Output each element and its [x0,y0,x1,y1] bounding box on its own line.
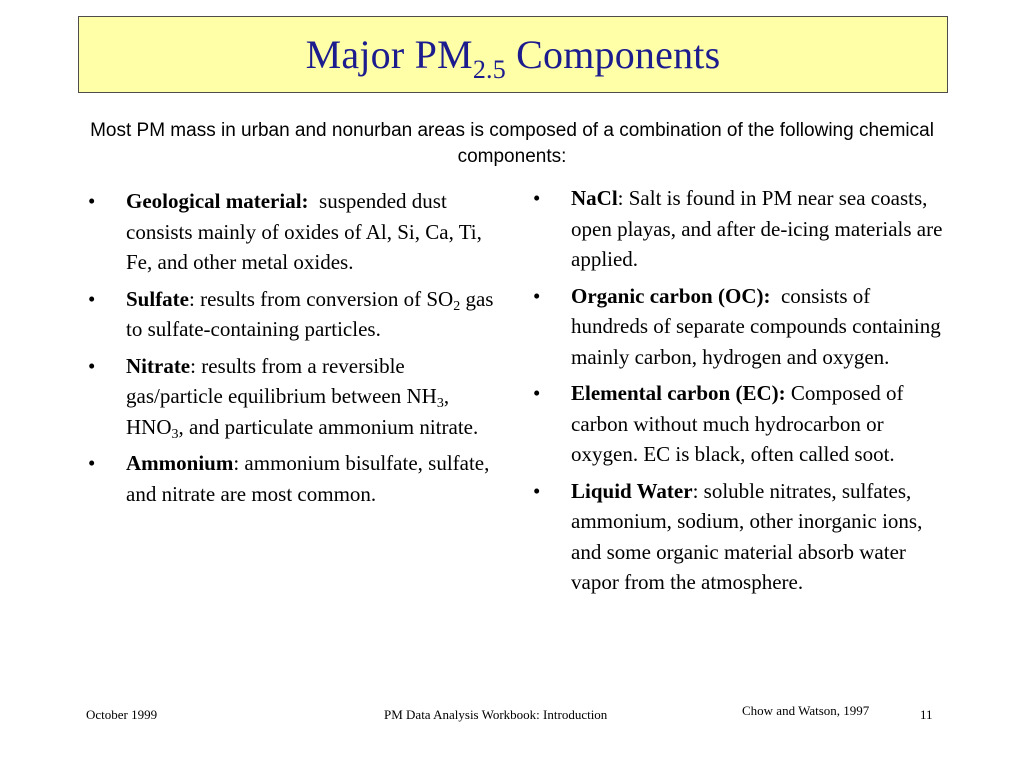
desc-nitrate-mid: , HNO [126,384,450,439]
bullet-item-geological [85,186,500,278]
desc-nitrate-sub2: 3 [171,426,179,442]
bullet-icon: • [533,186,541,210]
footer-workbook-title: PM Data Analysis Workbook: Introduction [384,707,608,722]
slide-subtitle: Most PM mass in urban and nonurban areas is composed of a combination of the following chemical components: [90,120,934,167]
slide-title [305,31,721,84]
title-rest: Components [505,32,721,77]
bullet-item-nacl [530,183,950,275]
term-sulfate: Sulfate [126,286,189,311]
desc-sulfate-post: gas to sulfate-containing particles. [126,286,494,341]
footer-page-number: 11 [920,707,933,722]
title-subscript: 2.5 [472,55,506,84]
desc-geological: suspended dust consists mainly of oxides of Al, Si, Ca, Ti, Fe, and other metal oxides. [126,189,482,274]
desc-nitrate-pre: : results from a reversible gas/particle equilibrium between NH [126,353,437,408]
bullet-icon: • [533,478,541,503]
bullet-icon: • [88,286,96,311]
bullet-icon: • [533,381,541,405]
bullet-icon: • [88,189,96,213]
desc-nacl: : Salt is found in PM near sea coasts, open playas, and after de-icing materials are applied. [571,186,943,271]
footer-date: October 1999 [86,707,158,722]
term-nacl: NaCl [571,186,618,210]
term-ammonium: Ammonium [126,451,234,475]
term-nitrate: Nitrate [126,353,191,378]
desc-organic-carbon: consists of hundreds of separate compounds containing mainly carbon, hydrogen and oxygen. [571,283,941,369]
term-geological: Geological material: [126,189,309,213]
bullet-icon: • [533,283,541,308]
desc-nitrate-post: , and particulate ammonium nitrate. [178,414,479,439]
title-main: Major PM [305,32,473,77]
title-box [78,16,948,93]
bullet-item-ammonium [85,448,500,509]
footer-citation: Chow and Watson, 1997 [742,703,870,718]
term-organic-carbon: Organic carbon (OC): [571,283,771,308]
bullet-item-liquid-water [530,476,950,598]
bullet-item-sulfate [85,284,500,345]
desc-sulfate-pre: : results from conversion of SO [189,286,454,311]
left-bullet-list [85,186,500,515]
desc-liquid-water: : soluble nitrates, sulfates, ammonium, sodium, other inorganic ions, and some organic material absorb water vapor from the atmosphere. [571,478,923,594]
right-bullet-list [530,183,950,604]
bullet-icon: • [88,451,96,475]
desc-nitrate-sub: 3 [436,396,444,411]
term-elemental-carbon: Elemental carbon (EC): [571,381,786,405]
term-liquid-water: Liquid Water [571,478,693,503]
bullet-item-nitrate [85,351,500,443]
desc-elemental-carbon: Composed of carbon without much hydrocarbon or oxygen. EC is black, often called soot. [571,381,904,466]
bullet-icon: • [88,353,96,378]
bullet-item-elemental-carbon [530,378,950,470]
bullet-item-organic-carbon [530,281,950,373]
desc-ammonium: : ammonium bisulfate, sulfate, and nitrate are most common. [126,451,490,506]
desc-sulfate-sub: 2 [453,298,461,314]
